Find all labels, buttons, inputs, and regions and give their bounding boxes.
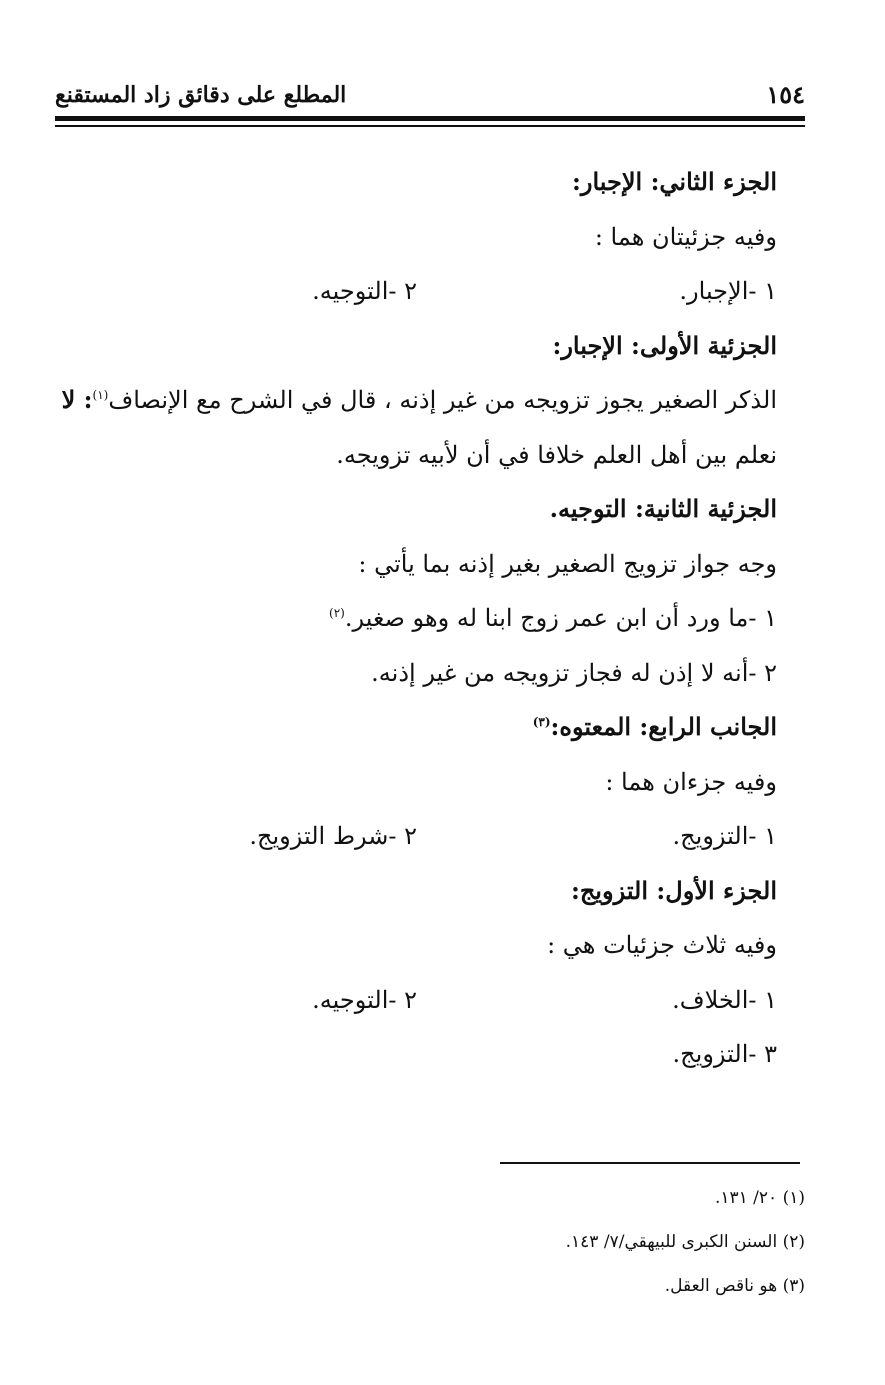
footnotes: [55, 1182, 805, 1314]
running-header: [55, 78, 805, 118]
footnote: (٢) السنن الكبرى للبيهقي/٧/ ١٤٣.: [565, 1232, 805, 1252]
paragraph: وفيه ثلاث جزئيات هي :: [547, 931, 777, 959]
list-item: ١ -الإجبار.: [679, 277, 777, 305]
footnote-separator: [500, 1162, 800, 1164]
paragraph-line: نعلم بين أهل العلم خلافا في أن لأبيه تزويجه.: [336, 440, 777, 469]
paragraph-text: الذكر الصغير يجوز تزويجه من غير إذنه ، قال في الشرح مع الإنصاف: [108, 386, 777, 414]
paragraph: وفيه جزءان هما :: [605, 767, 777, 796]
list-item-line: [55, 596, 777, 651]
footnote-ref: (١): [92, 388, 109, 402]
paragraph-text: : لا: [61, 385, 93, 414]
list-item: ٢ -أنه لا إذن له فجاز تزويجه من غير إذنه.: [371, 658, 777, 687]
section-heading: الجزء الأول: التزويج:: [570, 875, 777, 905]
two-column-list: [55, 978, 777, 1033]
two-column-list: [55, 814, 777, 869]
footnote: (١) ٢٠/ ١٣١.: [714, 1188, 805, 1208]
list-item: ٣ -التزويج.: [672, 1040, 777, 1068]
body-text: [55, 160, 777, 1087]
paragraph-line: [45, 378, 777, 433]
header-rule-thin: [55, 125, 805, 127]
header-rule-thick: [55, 116, 805, 121]
section-heading: الجزء الثاني: الإجبار:: [572, 167, 777, 196]
section-heading: الجانب الرابع: المعتوه:: [550, 712, 777, 741]
subsection-heading: الجزئية الأولى: الإجبار:: [552, 330, 777, 360]
footnote: (٣) هو ناقص العقل.: [664, 1276, 805, 1296]
list-item: ١ -التزويج.: [672, 822, 777, 850]
section-heading-line: [55, 705, 777, 760]
list-item: ٢ -شرط التزويج.: [249, 822, 417, 850]
list-item: ٢ -التوجيه.: [312, 985, 417, 1014]
book-title: المطلع على دقائق زاد المستقنع: [55, 82, 347, 108]
subsection-heading: الجزئية الثانية: التوجيه.: [549, 494, 777, 523]
list-item: ٢ -التوجيه.: [312, 277, 417, 305]
list-item: ١ -الخلاف.: [672, 985, 777, 1014]
page-number: ١٥٤: [766, 80, 805, 109]
paragraph: وفيه جزئيتان هما :: [594, 222, 777, 251]
list-item: ١ -ما ورد أن ابن عمر زوج ابنا له وهو صغير.: [344, 604, 777, 632]
footnote-ref: (٣): [532, 715, 551, 729]
footnote-ref: (٢): [329, 606, 345, 620]
two-column-list: [55, 269, 777, 324]
paragraph: وجه جواز تزويج الصغير بغير إذنه بما يأتي :: [358, 549, 777, 578]
